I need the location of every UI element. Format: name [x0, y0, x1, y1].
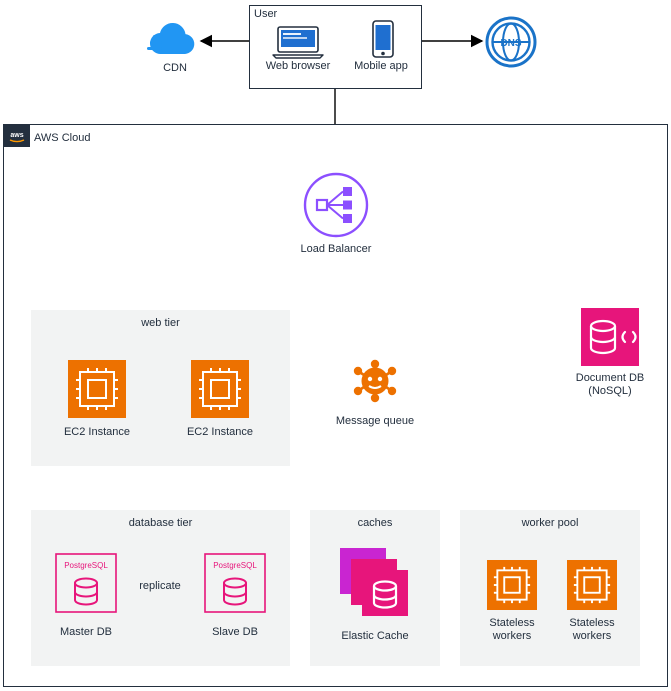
ec2-instance-icon: [567, 560, 617, 610]
worker-2-label-line1: Stateless: [569, 617, 615, 629]
web-tier-instance-1-label: EC2 Instance: [63, 426, 131, 438]
replicate-label: replicate: [128, 580, 192, 593]
message-queue-label: Message queue: [335, 415, 415, 427]
sqs-queue-icon: [350, 358, 400, 404]
database-icon: [204, 553, 266, 613]
cdn-label: CDN: [163, 62, 187, 74]
svg-text:PostgreSQL: PostgreSQL: [64, 561, 108, 570]
slave-db-label: Slave DB: [212, 626, 258, 638]
load-balancer-icon: [303, 172, 369, 238]
web-browser-label: Web browser: [265, 60, 331, 72]
worker-pool-title: worker pool: [521, 517, 579, 529]
elastic-cache-label: Elastic Cache: [341, 630, 409, 642]
ec2-instance-icon: [487, 560, 537, 610]
aws-cloud-title: AWS Cloud: [34, 132, 91, 144]
elasticache-icon: [340, 548, 410, 618]
svg-text:PostgreSQL: PostgreSQL: [213, 561, 257, 570]
svg-text:aws: aws: [10, 132, 24, 139]
cloud-icon: [145, 20, 203, 60]
worker-1-label-line2: workers: [492, 630, 532, 642]
load-balancer-label: Load Balancer: [300, 243, 372, 255]
web-tier-title: web tier: [141, 317, 180, 329]
document-db-icon: [581, 308, 639, 366]
document-db-label-line1: Document DB: [575, 372, 645, 384]
svg-text:DNS: DNS: [500, 38, 522, 49]
database-icon: [55, 553, 117, 613]
user-group-title: User: [254, 8, 278, 20]
mobile-app-label: Mobile app: [354, 60, 408, 72]
document-db-label-line2: (NoSQL): [588, 385, 632, 397]
worker-2-label-line2: workers: [572, 630, 612, 642]
ec2-instance-icon: [191, 360, 249, 418]
aws-logo-icon: [4, 125, 30, 147]
smartphone-icon: [368, 20, 398, 60]
worker-1-label-line1: Stateless: [489, 617, 535, 629]
ec2-instance-icon: [68, 360, 126, 418]
database-tier-title: database tier: [128, 517, 193, 529]
laptop-icon: [272, 24, 324, 60]
caches-title: caches: [357, 517, 393, 529]
web-tier-instance-2-label: EC2 Instance: [186, 426, 254, 438]
dns-globe-icon: [484, 15, 538, 69]
master-db-label: Master DB: [60, 626, 112, 638]
